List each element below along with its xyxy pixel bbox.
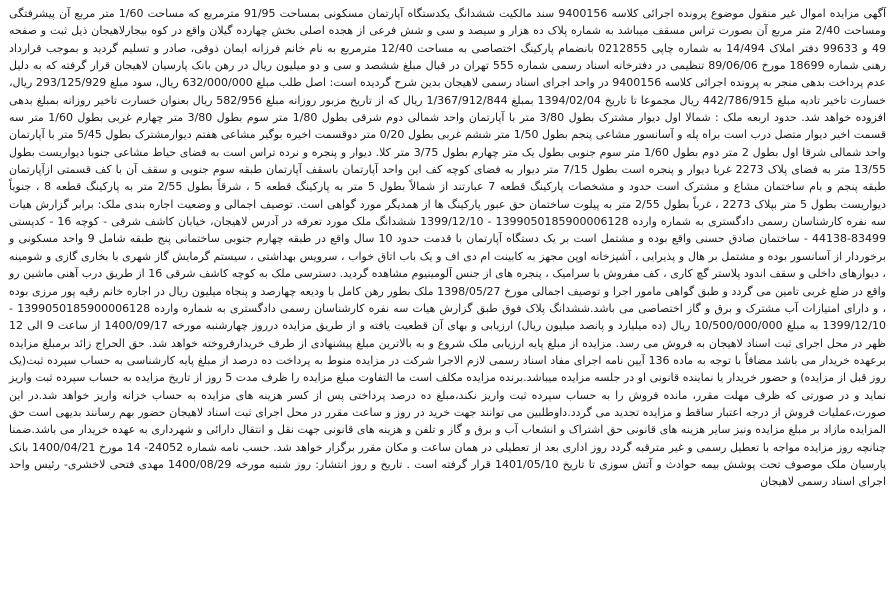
auction-notice-text: آگهی مزایده اموال غیر منقول موضوع پرونده اجرائی کلاسه 9400156 سند مالکیت ششدانگ یکدستگاه آپارتمان مسکونی بمساحت 91/95 مترمربع که مساحت 1/60 متر مربع آن پیشرفتگی ومساحت 2/40 متر مربع آن بصورت تراس مسقف میباشد به شماره پلاک ده هزار و سیصد و سی و شش فرعی از هجده اصلی بخش چهارده گیلان واقع در کوه بیجارلاهیجان ذیل ثبت و صفحه 49 و 99633 دفتر املاک 14/494 به شماره چاپی 0212855 بانضمام پارکینگ اختصاصی به مساحت 12/40 مترمربع به نام خانم فرزانه ایمان ذوقی، صادر و تسلیم گردید و بموجب قرارداد رهنی شماره 18699 مورخ 89/06/06 تنظیمی در دفترخانه اسناد رسمی شماره 555 تهران در قبال مبلغ ششصد و سی و دو میلیون ریال در رهن بانک پارسیان لاهیجان قرار گرفته که به دلیل عدم پرداخت بدهی منجر به پرونده اجرائی کلاسه 9400156 در واحد اجرای اسناد رسمی لاهیجان بدین شرح گردیده است: اصل طلب مبلغ 632/000/000 ریال، سود مبلغ 293/125/929 ریال، خسارت تاخیر تادیه مبلغ 442/786/915 ریال مجموعا تا تاریخ 1394/02/04 بمبلغ 1/367/912/844 ریال که از تاریخ مزبور روزانه مبلغ 582/956 ریال بعنوان خسارت تاخیر روزانه بمبلغ بدهی افزوده خواهد شد. حدود اربعه ملک : شمالا اول دیوار مشترک بطول 3/80 متر با آپارتمان واحد شمالی دوم شرقی بطول 1/80 متر سوم بطول 3/80 متر چهارم غربی بطول 1/60 متر سه قسمت اخیر دیوار متصل درب است براه پله و آسانسور مشاعی پنجم بطول 1/50 متر ششم غربی بطول 0/20 متر دوقسمت اخیره بوگیر مشاعی هفتم دیوارمشترک بطول 5/45 متر با آپارتمان واحد شمالی شرقا اول بطول 2 متر دوم بطول 1/60 متر سوم جنوبی بطول یک متر چهارم بطول 3/75 متر کلا. دیوار و پنجره و نرده تراس است به فضای حیاط مشاعی جنوبا دیواریست بطول 13/55 متر به فضای پلاک 2273 غربا دیوار و پنجره است بطول 7/15 متر دیوار به فضای کوچه کف این واحد آپارتمان باسقف آپارتمان طبقه سوم جنوبی و سقف آن با کف قسمتی ازآپارتمان طبقه پنجم و بام ساختمان مشاع و مشترک است حدود و مشخصات پارکینگ قطعه 7 عبارتند از شمالاً بطول 5 متر به پارکینگ قطعه 5 ، شرقاً بطول 2/55 متر به پارکینگ قطعه 8 ، جنوباً دیواریست بطول 5 متر بپلاک 2273 ، غرباً بطول 2/55 متر به پیلوت ساختمان حق عبور پارکینگ ها از همدیگر مورد گواهی است. توصیف اجمالی و وضعیت اجاره بندی ملک: برابر گزارش هیات سه نفره کارشناسان رسمی دادگستری به شماره وارده 13990501859000061​28 - 1399/12/10 ششدانگ ملک مورد تعرفه در آدرس لاهیجان، خیابان کاشف شرقی - کوچه 16 - کدپستی 83499-44138 - ساختمان صادق حسنی واقع بوده و مشتمل است بر یک دستگاه آپارتمان با قدمت حدود 10 سال واقع در طبقه چهارم جنوبی ساختمانی پنج طبقه شامل 9 واحد مسکونی و برخوردار از آسانسور بوده و مشتمل بر هال و پذیرایی ، آشپزخانه اوپن مجهز به کابینت ام دی اف و یک باب اتاق خواب ، سرویس بهداشتی ، سیستم گرمایش گاز شهری با بخاری گازی و شومینه ، دیوارهای داخلی و سقف اندود پلاستر گچ کاری ، کف مفروش با سرامیک ، پنجره های از جنس آلومینیوم مشاهده گردید. دسترسی ملک به کوچه کاشف شرقی 16 از طریق درب آهنی ماشین رو واقع در ضلع غربی تامین می گردد و طبق گواهی مامور اجرا و توصیف اجمالی مورخ 1398/05/27 ملک بطور رهن کامل با ودیعه چهارصد و پنجاه میلیون ریال در اجاره خانم رقیه پور مرزی بوده ، و دارای امتیازات آب مشترک و برق و گاز اختصاصی می باشد.ششدانگ پلاک فوق طبق گزارش هیات سه نفره کارشناسان رسمی دادگستری به شماره وارده 13990501859000061​28 - 1399/12/10 به مبلغ 10/500/000/000 ریال (ده میلیارد و پانصد میلیون ریال) ارزیابی و بهای آن قطعیت یافته و از طریق مزایده درروز چهارشنبه مورخه 1400/09/17 از ساعت 9 الی 12 ظهر در محل اجرای ثبت اسناد لاهیجان به فروش می رسد. مزایده از مبلغ پایه ارزیابی ملک شروع و به بالاترین مبلغ پیشنهادی از طرف خریدارفروخته خواهد شد. حق الحراج زائد برمبلغ مزایده برعهده خریدار می باشد مضافاً با توجه به ماده 136 آیین نامه اجرای مفاد اسناد رسمی لازم الاجرا شرکت در مزایده منوط به پرداخت ده درصد از مبلغ پایه کارشناسی به حساب سپرده ثبت(یک روز قبل از مزایده) و حضور خریدار یا نماینده قانونی او در جلسه مزایده میباشد.برنده مزایده مکلف است ما التفاوت مبلغ مزایده را ظرف مدت 5 روز از تاریخ مزایده به حساب سپرده ثبت واریز نماید و در صورتی که ظرف مهلت مقرر، مانده فروش را به حساب سپرده ثبت واریز نکند،مبلغ ده درصد پرداختی پس از کسر هزینه های مزایده به حساب خزانه واریز خواهد شد.در این صورت،عملیات فروش از درجه اعتبار ساقط و مزایده تجدید می گردد.داوطلبین می توانند جهت خرید در روز و ساعت مقرر در محل اجرای ثبت اسناد لاهیجان حضور بهم رسانند بدیهی است حق المزایده مازاد بر مبلغ مزایده ونیز سایر هزینه های قانونی حق اشتراک و انشعاب آب و برق و گاز و تلفن و هزینه های قانونی جهت نقل و انتقال دارائی و شهرداری به عهده خریدار می باشد.ضمنا چنانچه روز مزایده مواجه با تعطیل رسمی و غیر مترقبه گردد روز اداری بعد از تعطیلی در همان ساعت و مکان مقرر برگزار خواهد شد. حسب نامه شماره 24052- 14 مورخ 1400/04/21 بانک پارسیان ملک موصوف تحت پوشش بیمه حوادث و آتش سوزی تا تاریخ 1401/05/10 قرار گرفته است . تاریخ و روز انتشار: روز شنبه مورخه 1400/08/29 مهدی فتحی لاخشری- رئیس واحد اجرای اسناد رسمی لاهیجان xyxy=(9,7,887,489)
